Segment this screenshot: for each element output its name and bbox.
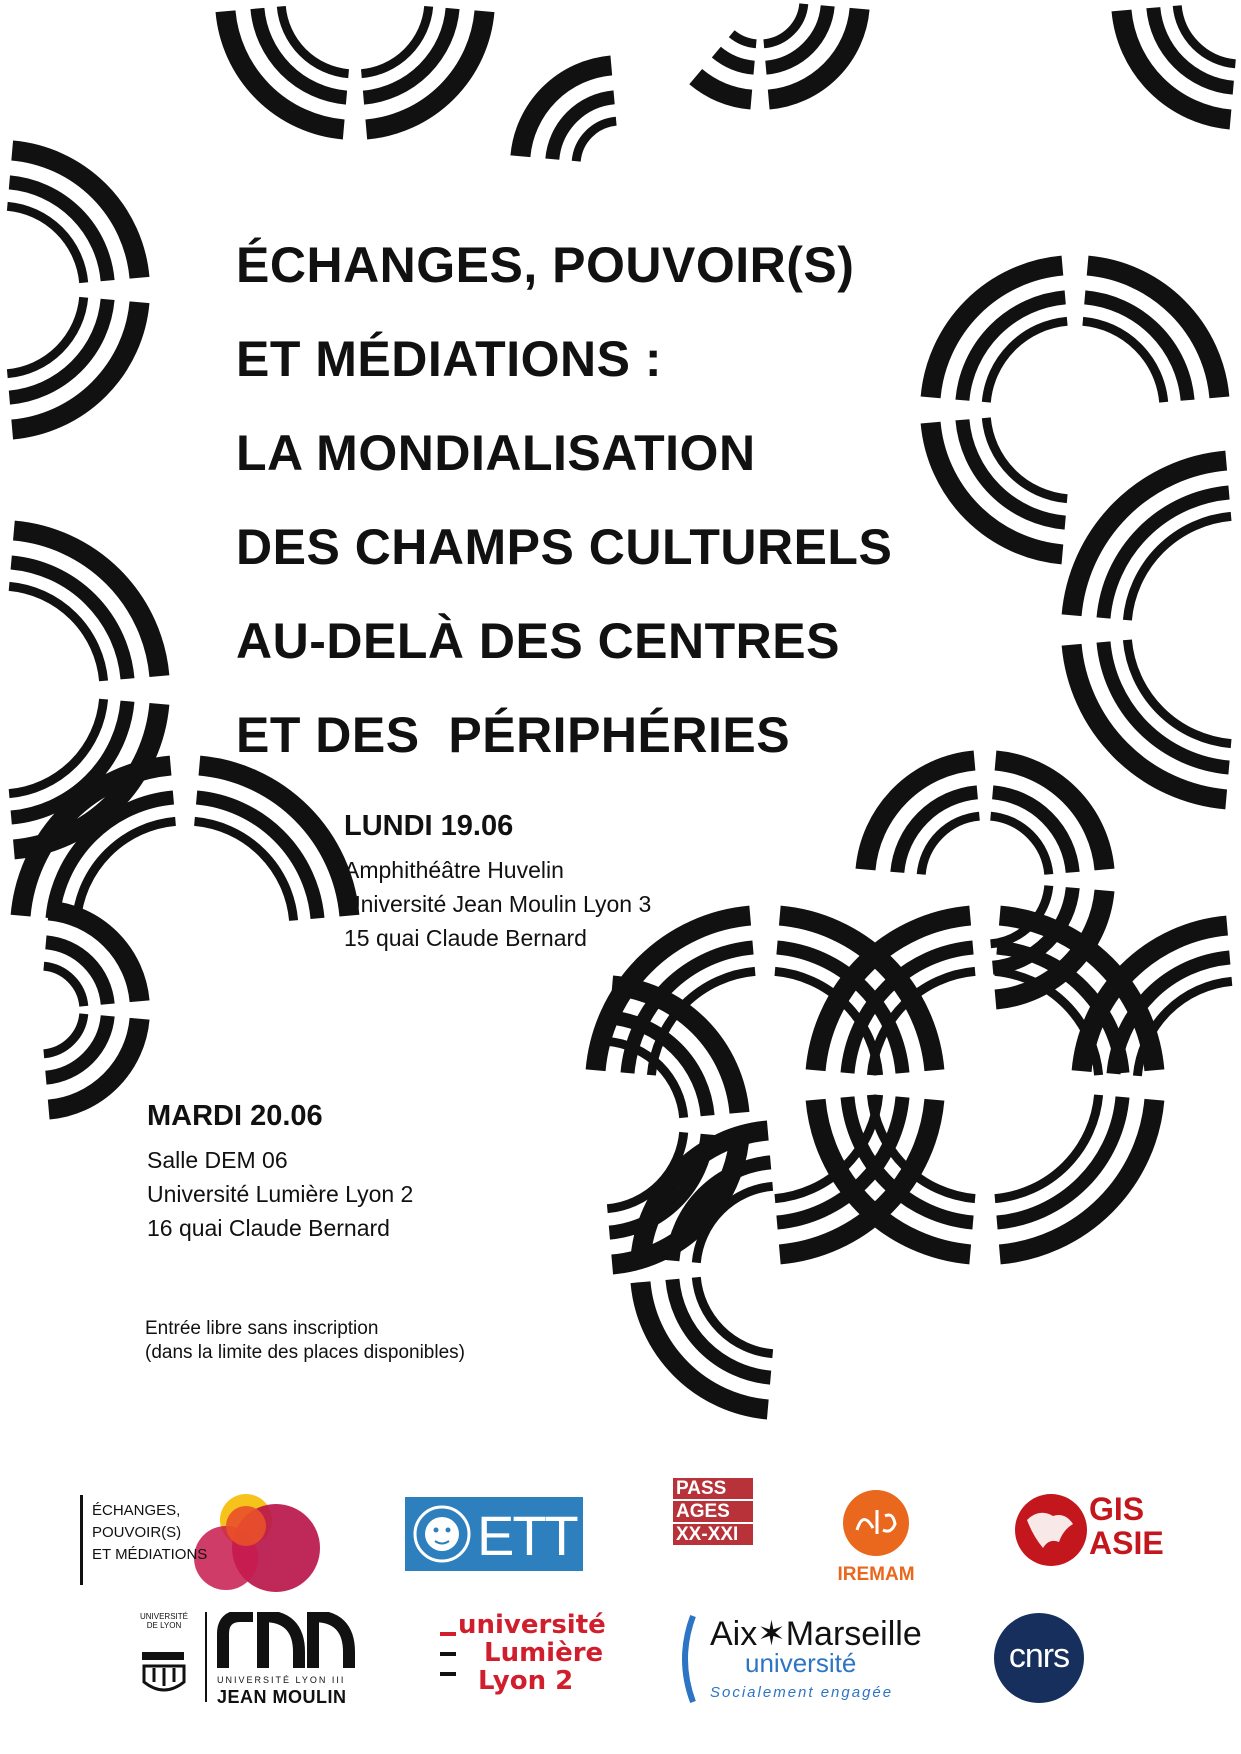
arches-icon — [217, 1612, 357, 1672]
decorative-arc — [1177, 6, 1235, 64]
note-line: Entrée libre sans inscription — [145, 1318, 379, 1339]
logo-tagline: Socialement engagée — [710, 1684, 894, 1701]
logo-row: PASS — [673, 1478, 753, 1499]
calligraphy-icon — [843, 1490, 909, 1556]
logo-ett — [405, 1497, 583, 1571]
title-line: DES CHAMPS CULTURELS — [236, 519, 893, 575]
overlapping-circles-icon — [188, 1490, 328, 1600]
logo-passages — [673, 1478, 753, 1547]
decorative-arc — [361, 6, 428, 73]
decorative-arc — [1072, 461, 1227, 616]
event-university: Université Lumière Lyon 2 — [147, 1181, 414, 1207]
logo-text: ÉCHANGES, POUVOIR(S) ET MÉDIATIONS — [92, 1502, 208, 1563]
logo-text: cnrs — [1008, 1637, 1070, 1675]
logo-text: ETT — [477, 1504, 577, 1567]
decorative-arc — [716, 52, 754, 68]
event-day: MARDI 20.06 — [147, 1100, 323, 1132]
logo-gis-asie — [1013, 1490, 1173, 1570]
title-line: ET MÉDIATIONS : — [236, 331, 663, 387]
event-university: Université Jean Moulin Lyon 3 — [344, 891, 652, 917]
poster-title — [236, 218, 892, 782]
event-venue: Salle DEM 06 — [147, 1147, 288, 1173]
decorative-arc — [732, 34, 757, 44]
logo-subtext: UNIVERSITÉ LYON III — [217, 1675, 346, 1685]
decorative-arc — [696, 77, 752, 100]
decorative-arc — [576, 121, 616, 161]
decorative-arc — [44, 966, 84, 1006]
logo-row: XX-XXI — [673, 1524, 753, 1545]
event-venue: Amphithéâtre Huvelin — [344, 857, 564, 883]
event-tuesday — [147, 1100, 413, 1245]
title-line: ET DES PÉRIPHÉRIES — [236, 707, 791, 763]
decorative-arc — [769, 9, 860, 100]
entry-note — [145, 1317, 465, 1365]
logo-universite-de-lyon — [130, 1612, 198, 1702]
logo-bar — [80, 1495, 83, 1585]
event-address: 15 quai Claude Bernard — [344, 925, 587, 951]
decorative-arc — [281, 6, 348, 73]
bracket-icon — [675, 1614, 697, 1704]
logo-echanges-pouvoirs-mediations — [80, 1490, 330, 1600]
logo-universite-lumiere-lyon2 — [440, 1610, 620, 1700]
logo-aix-marseille — [675, 1610, 935, 1705]
decorative-arc — [921, 816, 979, 874]
logo-text: JEAN MOULIN — [217, 1687, 347, 1707]
lion-shield-icon — [134, 1630, 194, 1700]
title-line: AU-DELÀ DES CENTRES — [236, 613, 840, 669]
decorative-arc — [764, 4, 804, 44]
logo-iremam — [828, 1490, 924, 1586]
logo-text: UNIVERSITÉ DE LYON — [139, 1612, 188, 1630]
logo-text: IREMAM — [837, 1564, 915, 1585]
decorative-arc — [44, 1014, 84, 1054]
logo-cnrs — [994, 1613, 1084, 1703]
note-line: (dans la limite des places disponibles) — [145, 1342, 465, 1363]
title-line: ÉCHANGES, POUVOIR(S) — [236, 237, 855, 293]
logo-text: université — [458, 1610, 606, 1640]
event-day: LUNDI 19.06 — [344, 810, 514, 842]
event-monday — [344, 810, 651, 955]
decorative-arc — [1072, 645, 1227, 800]
decorative-arc — [49, 910, 140, 1001]
globe-icon — [1013, 1490, 1091, 1568]
logo-text: Aix✶Marseille — [710, 1615, 922, 1653]
decorative-arc — [520, 65, 611, 156]
event-address: 16 quai Claude Bernard — [147, 1215, 390, 1241]
decorative-arc — [1000, 1100, 1155, 1255]
logo-text: Lyon 2 — [478, 1666, 574, 1696]
decorative-arc — [49, 1019, 140, 1110]
logo-jean-moulin — [205, 1612, 357, 1707]
title-line: LA MONDIALISATION — [236, 425, 756, 481]
logo-row: AGES — [673, 1501, 753, 1522]
lion-head-icon — [413, 1505, 471, 1563]
logo-subtext: université — [745, 1648, 857, 1678]
logo-text: Lumière — [484, 1638, 604, 1668]
logo-text: GIS ASIE — [1089, 1491, 1164, 1561]
stripes-icon — [440, 1630, 460, 1680]
decorative-arc — [991, 816, 1049, 874]
